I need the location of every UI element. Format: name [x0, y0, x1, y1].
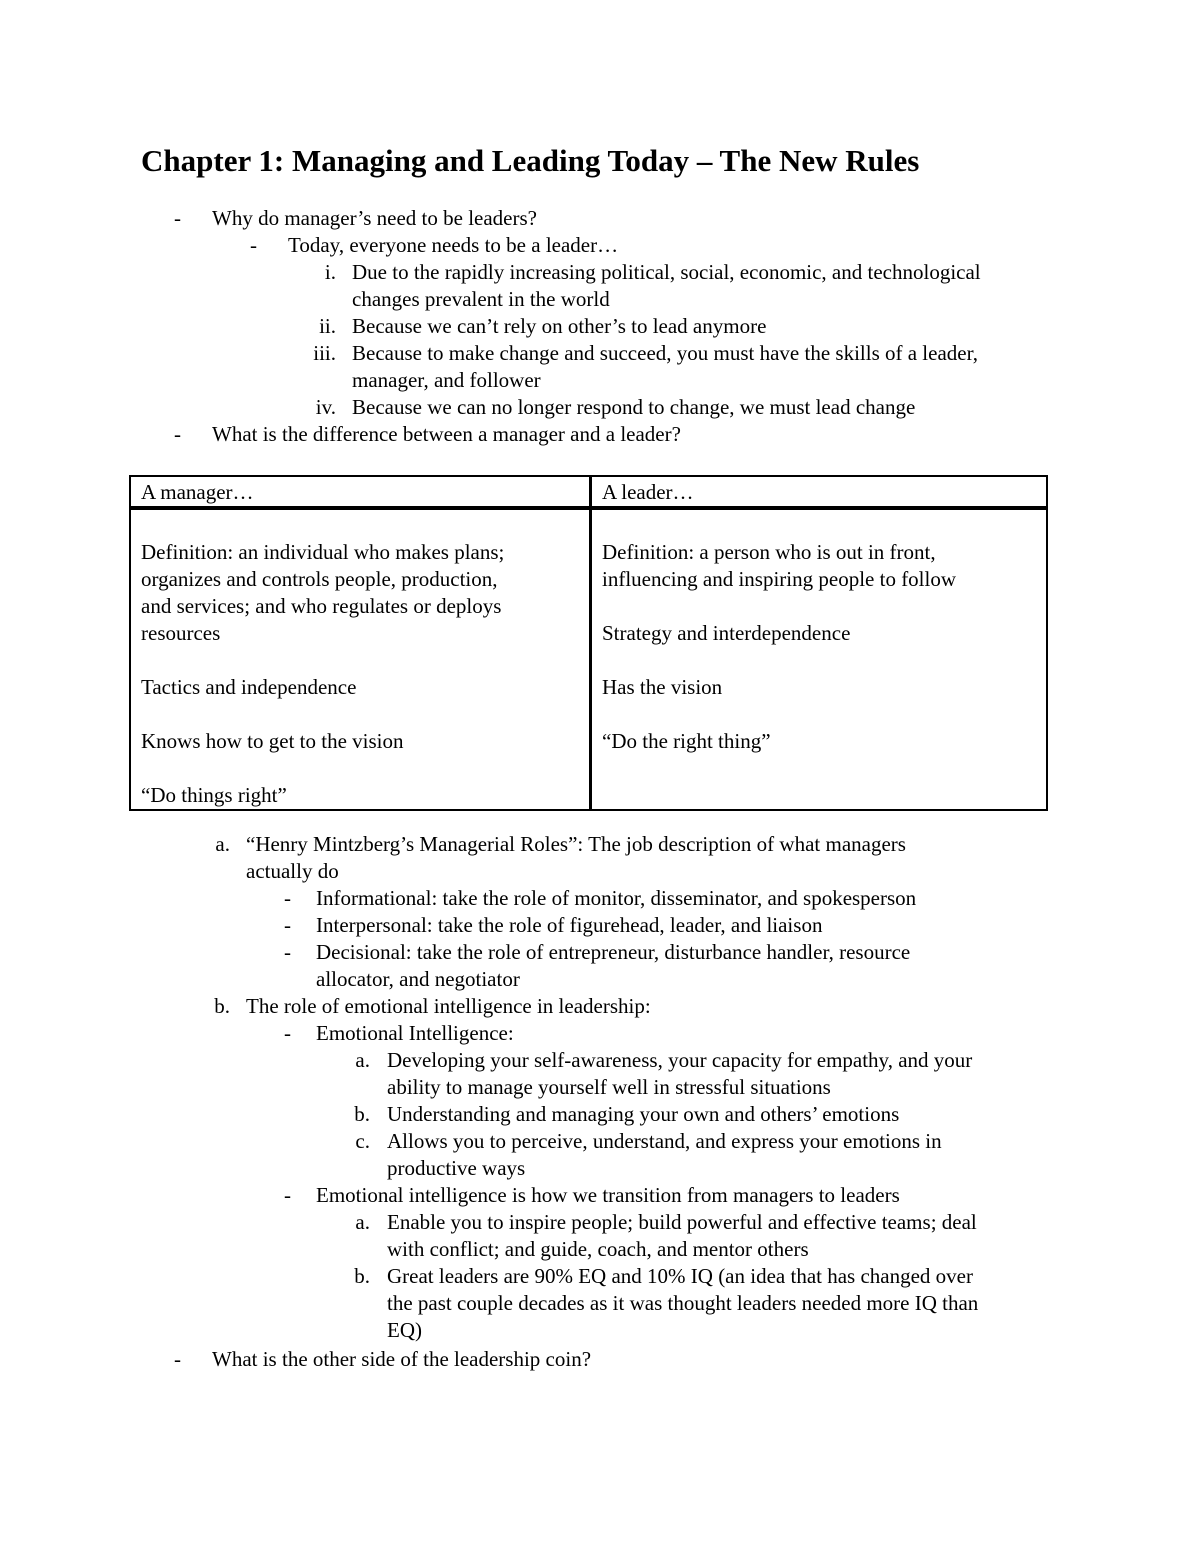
- page-title: Chapter 1: Managing and Leading Today – The New Rules: [141, 143, 920, 178]
- transition-point: the past couple decades as it was thought leaders needed more IQ than: [387, 1291, 979, 1315]
- list-marker: ii.: [319, 314, 336, 338]
- reason-item: changes prevalent in the world: [352, 287, 610, 311]
- reason-item: Because we can’t rely on other’s to lead anymore: [352, 314, 767, 338]
- transition-point: with conflict; and guide, coach, and mentor others: [387, 1237, 809, 1261]
- ei-transition-heading: Emotional intelligence is how we transition from managers to leaders: [316, 1183, 900, 1207]
- question-why-leaders: Why do manager’s need to be leaders?: [212, 206, 537, 230]
- manager-vision: Knows how to get to the vision: [141, 729, 404, 753]
- bullet-dash: -: [174, 422, 181, 446]
- reason-item: Because to make change and succeed, you must have the skills of a leader,: [352, 341, 979, 365]
- ei-point: ability to manage yourself well in stressful situations: [387, 1075, 831, 1099]
- question-other-side: What is the other side of the leadership coin?: [212, 1347, 592, 1371]
- ei-point: productive ways: [387, 1156, 526, 1180]
- manager-definition: organizes and controls people, production,: [141, 567, 498, 591]
- reason-item: manager, and follower: [352, 368, 541, 392]
- manager-definition: and services; and who regulates or deploys: [141, 594, 502, 618]
- leader-definition: influencing and inspiring people to follow: [602, 567, 957, 591]
- manager-motto: “Do things right”: [141, 783, 287, 807]
- leader-focus: Strategy and interdependence: [602, 621, 851, 645]
- bullet-dash: -: [284, 913, 291, 937]
- list-marker: c.: [355, 1129, 370, 1153]
- reason-item: Due to the rapidly increasing political, social, economic, and technological: [352, 260, 981, 284]
- leader-vision: Has the vision: [602, 675, 723, 699]
- manager-leader-table: [129, 475, 1048, 811]
- role-item: Interpersonal: take the role of figurehead, leader, and liaison: [316, 913, 823, 937]
- table-header-manager: A manager…: [130, 476, 591, 508]
- list-marker: b.: [354, 1102, 370, 1126]
- list-marker: a.: [215, 832, 230, 856]
- bullet-dash: -: [174, 206, 181, 230]
- role-item: Informational: take the role of monitor, disseminator, and spokesperson: [316, 886, 917, 910]
- bullet-dash: -: [284, 940, 291, 964]
- leader-definition: Definition: a person who is out in front,: [602, 540, 936, 564]
- ei-point: Understanding and managing your own and others’ emotions: [387, 1102, 900, 1126]
- ei-role-heading: The role of emotional intelligence in leadership:: [246, 994, 651, 1018]
- leader-motto: “Do the right thing”: [602, 729, 771, 753]
- leader-cell: [591, 508, 1048, 810]
- list-marker: i.: [324, 260, 336, 284]
- table-header-leader: A leader…: [591, 476, 1048, 508]
- ei-point: Allows you to perceive, understand, and express your emotions in: [387, 1129, 942, 1153]
- everyone-leader-text: Today, everyone needs to be a leader…: [288, 233, 619, 257]
- list-marker: iv.: [315, 395, 336, 419]
- manager-definition: resources: [141, 621, 221, 645]
- transition-point: Great leaders are 90% EQ and 10% IQ (an idea that has changed over: [387, 1264, 973, 1288]
- list-marker: a.: [355, 1048, 370, 1072]
- bullet-dash: -: [284, 886, 291, 910]
- bullet-dash: -: [250, 233, 257, 257]
- reason-item: Because we can no longer respond to change, we must lead change: [352, 395, 916, 419]
- question-difference: What is the difference between a manager and a leader?: [212, 422, 681, 446]
- list-marker: a.: [355, 1210, 370, 1234]
- transition-point: EQ): [387, 1318, 422, 1342]
- role-item: Decisional: take the role of entrepreneur, disturbance handler, resource: [316, 940, 911, 964]
- bullet-dash: -: [284, 1021, 291, 1045]
- ei-heading: Emotional Intelligence:: [316, 1021, 514, 1045]
- mintzberg-roles-heading: actually do: [246, 859, 339, 883]
- transition-point: Enable you to inspire people; build powerful and effective teams; deal: [387, 1210, 977, 1234]
- ei-point: Developing your self-awareness, your capacity for empathy, and your: [387, 1048, 973, 1072]
- role-item: allocator, and negotiator: [316, 967, 520, 991]
- manager-definition: Definition: an individual who makes plans;: [141, 540, 505, 564]
- manager-focus: Tactics and independence: [141, 675, 357, 699]
- mintzberg-roles-heading: “Henry Mintzberg’s Managerial Roles”: The job description of what managers: [246, 832, 906, 856]
- bullet-dash: -: [284, 1183, 291, 1207]
- list-marker: b.: [214, 994, 230, 1018]
- list-marker: b.: [354, 1264, 370, 1288]
- list-marker: iii.: [313, 341, 336, 365]
- manager-cell: [130, 508, 591, 810]
- bullet-dash: -: [174, 1347, 181, 1371]
